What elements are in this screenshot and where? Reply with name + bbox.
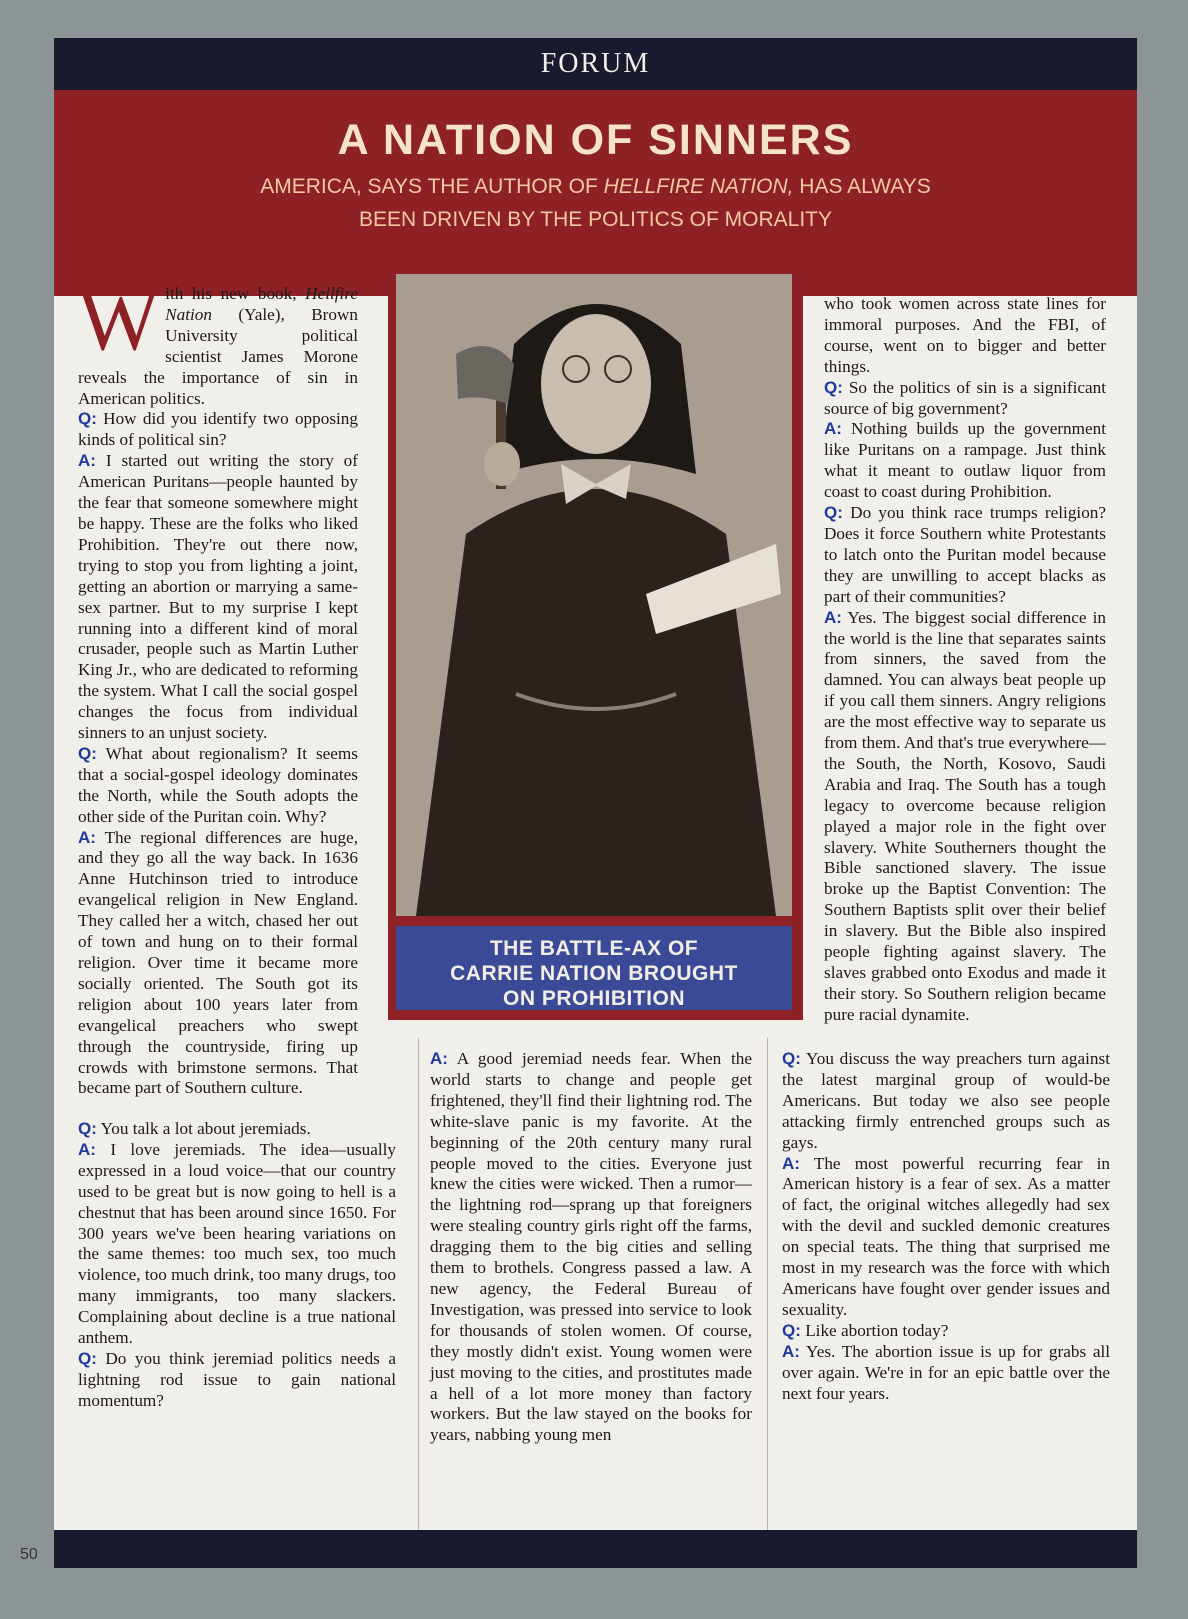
caption-line3: ON PROHIBITION: [502, 987, 685, 1010]
answer-6: Yes. The biggest social difference in the world is the line that separates saints from sinners, the saved from the damned. You can always beat people up if you call them sinners. Angry religions are the most effective way to separate us from them. And that's true everywhere—the South, the North, Kosovo, Saudi Arabia and Iraq. The South has a tough legacy to overcome because religion played a major role in the fight over slavery. White Southerners thought the Bible sanctioned slavery. The issue broke up the Baptist Convention: The Southern Baptists split over their belief in slavery. But the Bible also inspired people fighting against slavery. The slaves grabbed onto Exodus and made it their story. So Southern religion became pure racial dynamite.: [824, 607, 1106, 1024]
question-label: Q:: [782, 1320, 801, 1340]
question-label: Q:: [782, 1049, 801, 1068]
deck-book-title: HELLFIRE NATION,: [603, 175, 794, 198]
question-label: Q:: [78, 1119, 97, 1138]
question-label: Q:: [824, 377, 843, 397]
deck-line1-a: AMERICA, SAYS THE AUTHOR OF: [260, 175, 604, 198]
photo-caption: [396, 926, 792, 1010]
caption-line2: CARRIE NATION BROUGHT: [450, 962, 738, 985]
answer-8: Yes. The abortion issue is up for grabs all over again. We're in for an epic battle over the next four years.: [782, 1341, 1110, 1403]
answer-label: A:: [78, 451, 96, 471]
answer-label: A:: [824, 607, 842, 627]
answer-label: A:: [782, 1153, 800, 1173]
intro-text-a: ith his new book,: [165, 284, 306, 303]
intro-text-b: (Yale), Brown University political scientist James Morone reveals the importance of sin in American politics.: [78, 304, 358, 408]
carrie-nation-photo: [396, 274, 792, 916]
answer-7: The most powerful recurring fear in American history is a fear of sex. As a matter of fact, the original witches allegedly had sex with the devil and suckled demonic creatures on special teats. The thing that surprised me most in my research was the force with which Americans have fought over gender issues and sexuality.: [782, 1153, 1110, 1319]
answer-4-continued: who took women across state lines for immoral purposes. And the FBI, of course, went on to bigger and better things.: [824, 294, 1106, 376]
intro-book-title: Hellfire Nation: [165, 284, 358, 324]
answer-label: A:: [782, 1341, 800, 1361]
deck-line1-b: HAS ALWAYS: [793, 175, 931, 198]
question-8: Like abortion today?: [805, 1320, 949, 1340]
article-column-2: [430, 1049, 752, 1557]
answer-3: I love jeremiads. The idea—usually expressed in a loud voice—that our country used to be great but is now going to hell is a chestnut that has been around since 1650. For 300 years we've been hearing variations on the same themes: too much sex, too much violence, too much drink, too many drugs, too many immigrants, too many slackers. Complaining about decline is a true national anthem.: [78, 1139, 397, 1348]
portrait-illustration: [396, 274, 792, 916]
article-column-3-lower: [782, 1049, 1110, 1557]
article-column-1: [78, 272, 358, 1098]
question-7: You discuss the way preachers turn against the latest marginal group of would-be Americans. But today we also see people attacking firmly entrenched groups such as gays.: [782, 1049, 1110, 1152]
question-6: Do you think race trumps religion? Does it force Southern white Protestants to latch onto the Puritan model because they are unwilling to accept blacks as part of their communities?: [824, 503, 1107, 606]
answer-label: A:: [78, 1139, 96, 1159]
answer-1: I started out writing the story of American Puritans—people haunted by the fear that someone somewhere might be happy. These are the folks who liked Prohibition. They're out there now, trying to stop you from lighting a joint, getting an abortion or marrying a same-sex partner. But to my surprise I kept running into a different kind of moral crusader, people such as Martin Luther King Jr., who are dedicated to reforming the system. What I call the social gospel changes the focus from individual sinners to an unjust society.: [78, 451, 358, 743]
question-1: How did you identify two opposing kinds of political sin?: [78, 409, 358, 450]
dropcap: W: [78, 272, 160, 368]
column-divider: [767, 1038, 768, 1550]
question-label: Q:: [824, 503, 843, 523]
article-column-1-lower: [78, 1119, 396, 1557]
question-label: Q:: [78, 409, 97, 429]
question-label: Q:: [78, 1348, 97, 1368]
magazine-page: [54, 38, 1137, 1568]
headline: A NATION OF SINNERS: [337, 116, 854, 164]
question-label: Q:: [78, 743, 97, 763]
column-divider: [418, 1038, 419, 1550]
answer-4: A good jeremiad needs fear. When the world starts to change and people get frightened, they'll find their lightning rod. The white-slave panic is my favorite. At the beginning of the 20th century many rural people moved to the cities. Everyone just knew the cities were wicked. Then a rumor—the lightning rod—sprang up that foreigners were stealing country girls right off the farms, dragging them to the big cities and selling them to brothels. Congress passed a law. A new agency, the Federal Bureau of Investigation, was pressed into service to look for thousands of stolen women. Of course, they mostly didn't exist. Young women were just moving to the cities, and prostitutes made a hell of a lot more money than factory workers. But the law stayed on the books for years, nabbing young men: [430, 1049, 752, 1445]
page-number: 50: [20, 1546, 38, 1563]
question-2: What about regionalism? It seems that a social-gospel ideology dominates the North, while the South adopts the other side of the Puritan coin. Why?: [78, 743, 358, 826]
caption-line1: THE BATTLE-AX OF: [489, 937, 699, 960]
question-4: Do you think jeremiad politics needs a lightning rod issue to gain national momentum?: [78, 1348, 396, 1410]
answer-2: The regional differences are huge, and they go all the way back. In 1636 Anne Hutchinson tried to introduce evangelical religion in New England. They called her a witch, chased her out of town and hung on to their formal religion. Over time it became more socially oriented. The South got its religion about 100 years later from evangelical preachers who swept through the countryside, firing up crowds with brimstone sermons. That became part of Southern culture.: [78, 827, 358, 1098]
answer-5: Nothing builds up the government like Puritans on a rampage. Just think what it meant to outlaw liquor from coast to coast during Prohibition.: [824, 419, 1107, 502]
answer-label: A:: [78, 827, 96, 847]
answer-label: A:: [430, 1049, 448, 1068]
photo-frame: [388, 260, 803, 1020]
footer-bar: [54, 1530, 1137, 1568]
article-column-3: [824, 294, 1106, 1029]
deck: [54, 170, 1137, 236]
question-3: You talk a lot about jeremiads.: [100, 1119, 311, 1138]
question-5: So the politics of sin is a significant source of big government?: [824, 377, 1106, 418]
answer-label: A:: [824, 419, 842, 439]
section-label: FORUM: [54, 38, 1137, 90]
deck-line2: BEEN DRIVEN BY THE POLITICS OF MORALITY: [359, 208, 832, 231]
